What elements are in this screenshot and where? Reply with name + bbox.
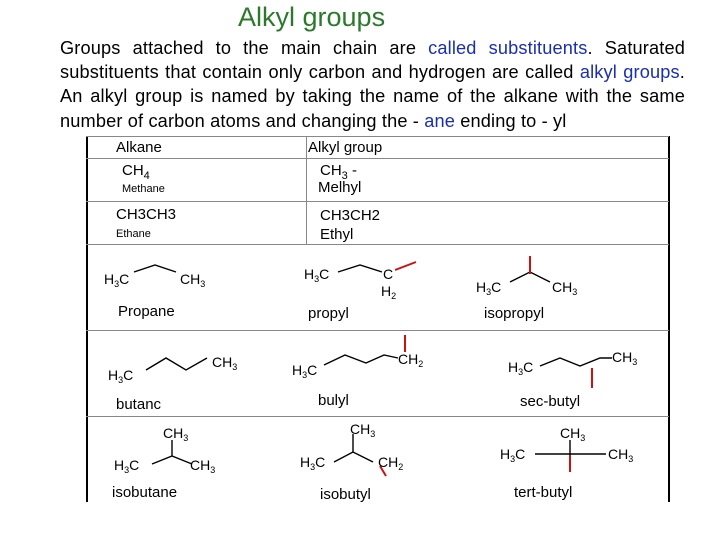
svg-text:H3C: $H_3C$	[108, 367, 134, 385]
label-isobutyl: isobutyl	[320, 486, 371, 503]
svg-text:CH3: $CH_3$	[212, 354, 238, 372]
svg-text:CH3: $CH_3$	[612, 349, 638, 367]
methane-formula: $CH_4$	[122, 162, 150, 182]
svg-text:CH3: $CH_3$	[350, 421, 376, 439]
para-highlight-ane: ane	[424, 110, 456, 131]
label-butyl: bulyl	[318, 392, 349, 409]
svg-text:CH3: $CH_3$	[560, 425, 586, 443]
para-text-4: ending to - yl	[455, 110, 567, 131]
svg-text:CH3: $CH_3$	[190, 457, 216, 475]
header-alkane: Alkane	[116, 139, 162, 156]
para-text-2: . Saturated substituents that contain only carbon and hydrogen are called	[60, 38, 685, 83]
label-isobutane: isobutane	[112, 484, 178, 501]
para-highlight-substituents: called substituents	[428, 38, 588, 58]
svg-text:CH2: $CH_2$	[378, 454, 404, 472]
para-text-3: . An alkyl group is named by taking the name of the alkane with the same number of carbon atoms and changing the -	[60, 62, 685, 131]
svg-text:C: C	[383, 266, 394, 282]
page-title: Alkyl groups	[238, 2, 386, 32]
label-isopropyl: isopropyl	[484, 305, 545, 322]
ethyl-formula: CH3CH2	[320, 207, 381, 224]
svg-text:H3C: $H_3C$	[304, 266, 330, 284]
label-propane: Propane	[118, 303, 175, 320]
para-highlight-alkyl-groups: alkyl groups	[579, 62, 680, 83]
svg-text:H3C: $H_3C$	[476, 279, 502, 297]
header-alkyl-group: Alkyl group	[308, 139, 383, 156]
methane-name: Methane	[122, 183, 165, 195]
svg-text:H3C: $H_3C$	[292, 362, 318, 380]
svg-text:H3C: $H_3C$	[114, 457, 140, 475]
label-tert-butyl: tert-butyl	[514, 484, 573, 501]
svg-text:H3C: $H_3C$	[500, 446, 526, 464]
svg-text:CH3: $CH_3$	[552, 279, 578, 297]
svg-text:CH2: $CH_2$	[398, 351, 424, 369]
methyl-formula: $CH_3$ -	[320, 162, 357, 182]
label-propyl: propyl	[308, 305, 349, 322]
ethyl-name: Ethyl	[320, 226, 354, 243]
svg-text:H3C: $H_3C$	[300, 454, 326, 472]
para-text-1: Groups attached to the main chain are	[60, 38, 429, 58]
svg-text:CH3: $CH_3$	[180, 271, 206, 289]
svg-text:CH3: $CH_3$	[163, 425, 189, 443]
svg-text:CH3: $CH_3$	[608, 446, 634, 464]
label-sec-butyl: sec-butyl	[520, 393, 581, 410]
svg-text:H3C: $H_3C$	[104, 271, 130, 289]
methyl-name: Melhyl	[318, 179, 362, 196]
svg-text:H3C: $H_3C$	[508, 359, 534, 377]
label-butane: butanc	[116, 396, 162, 413]
ethane-formula: CH3CH3	[116, 206, 177, 223]
ethane-name: Ethane	[116, 228, 151, 240]
svg-text:H2: $H_2$	[381, 283, 397, 301]
